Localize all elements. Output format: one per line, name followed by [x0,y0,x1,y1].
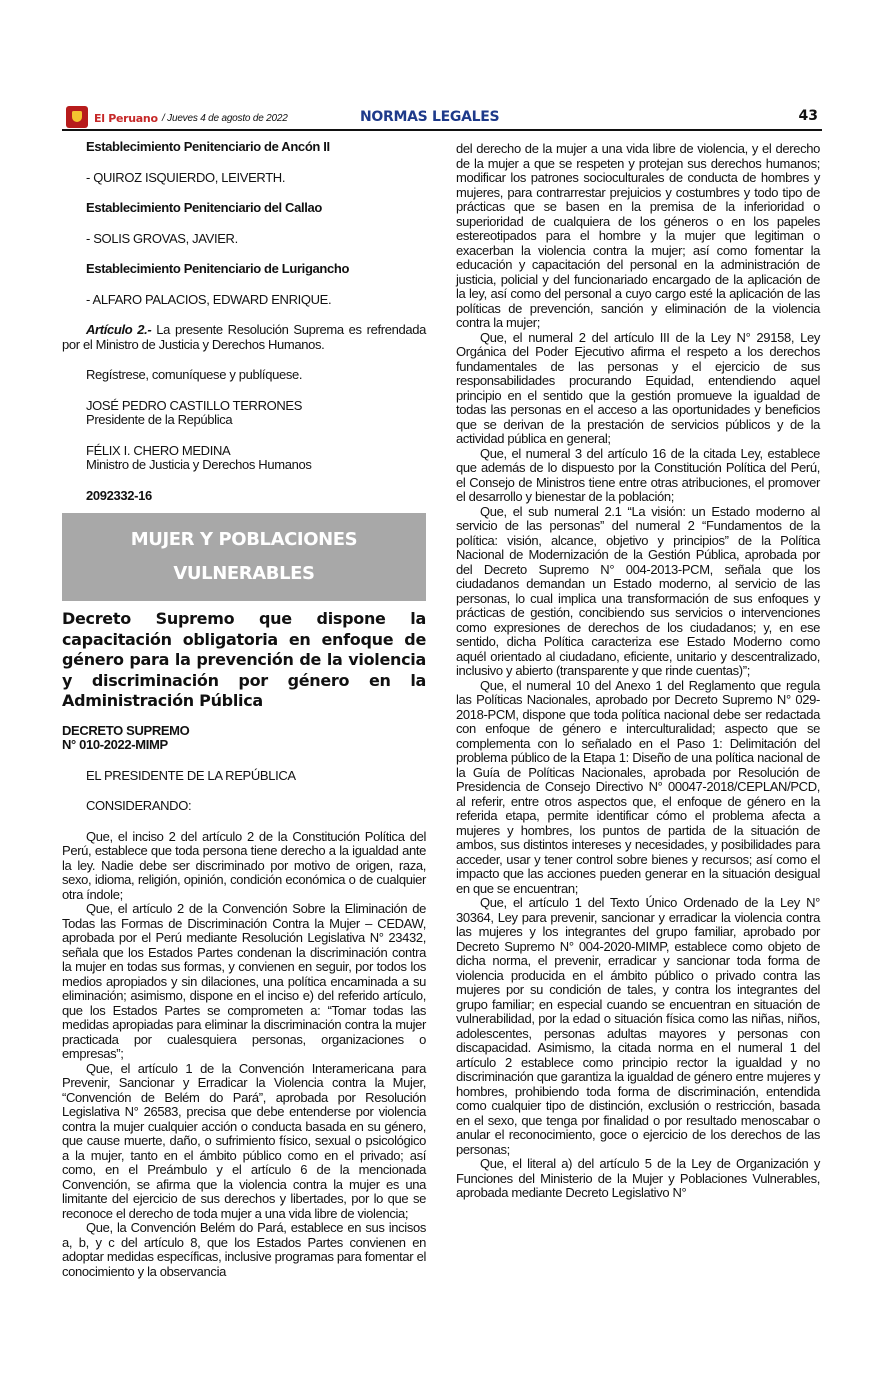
right-column [456,142,820,1201]
inmate-name: - QUIROZ ISQUIERDO, LEIVERTH. [86,169,286,185]
decree-label: DECRETO SUPREMO [62,722,190,738]
establishment-heading: Establecimiento Penitenciario de Lurigancho [86,261,350,276]
left-column [62,140,426,1279]
signatory-title: Presidente de la República [86,412,233,427]
paragraph: Que, el sub numeral 2.1 “La visión: un Estado moderno al servicio de las personas” del numeral 2 “Fundamentos de la política: visión, alcance, objetivo y principios” de la Política Nacional de Modernización de la Gestión Pública, aprobada por del Decreto Supremo N° 004-2013-PCM, señala que los ciudadanos demandan un Estado moderno, al servicio de las personas, lo cual implica una transformación de sus enfoques y prácticas de gestión, concibiendo sus servicios o intervenciones como expresiones de derechos de los ciudadanos; y, en ese sentido, dicha Política caracteriza ese Estado Moderno como aquél orientado al ciudadano, eficiente, unitario y descentralizado, inclusivo y abierto (transparente y que rinde cuentas)”; [456,503,820,678]
article-text: La presente Resolución Suprema es refrendada por el Ministro de Justicia y Derechos Humanos. [62,322,426,352]
section-band-line: VULNERABLES [173,563,315,584]
paragraph: Que, el literal a) del artículo 5 de la Ley de Organización y Funciones del Ministerio de la Mujer y Poblaciones Vulnerables, aprobada mediante Decreto Legislativo N° [456,1156,820,1200]
signatory-name: JOSÉ PEDRO CASTILLO TERRONES [86,397,303,413]
establishment-heading: Establecimiento Penitenciario de Ancón II [86,139,330,154]
paragraph: Que, el artículo 1 de la Convención Interamericana para Prevenir, Sancionar y Erradicar la Violencia contra la Mujer, “Convención de Belém do Pará”, aprobada por Resolución Legislativa N° 26583, precisa que debe entenderse por violencia contra la mujer cualquier acción o conducta basada en su género, que cause muerte, daño, o sufrimiento físico, sexual o psicológico a la mujer, tanto en el ámbito público como en el privado; así como, en el Preámbulo y el artículo 6 de la mencionada Convención, se afirma que la violencia contra la mujer es una limitante del ejercicio de sus derechos y libertades, por lo que se reconoce el derecho de toda mujer a una vida libre de violencia; [62,1060,426,1221]
section-band [62,513,426,601]
paragraph: Que, el numeral 3 del artículo 16 de la citada Ley, establece que además de lo dispuesto por la Constitución Política del Perú, el Consejo de Ministros tiene entre otras atribuciones, el promover el desarrollo y bienestar de la población; [456,445,820,504]
paragraph: Que, el artículo 2 de la Convención Sobre la Eliminación de Todas las Formas de Discriminación Contra la Mujer – CEDAW, aprobada por el Perú mediante Resolución Legislativa N° 23432, señala que los Estados Partes condenan la discriminación contra la mujer en todas sus formas, y convienen en seguir, por todos los medios apropiados y sin dilaciones, una política encaminada a su eliminación; asimismo, dispone en el inciso e) del referido artículo, que los Estados Partes se comprometen a: “Tomar todas las medidas apropiadas para eliminar la discriminación contra la mujer practicada por cualesquiera personas, organizaciones o empresas”; [62,901,426,1061]
paragraph: Que, el inciso 2 del artículo 2 de la Constitución Política del Perú, establece que toda persona tiene derecho a la igualdad ante la ley. Nadie debe ser discriminado por motivo de origen, raza, sexo, idioma, religión, opinión, condición económica o de cualquier otra índole; [62,828,426,902]
page-header [62,104,822,134]
inmate-name: - SOLIS GROVAS, JAVIER. [86,230,238,246]
paragraph: Que, el numeral 10 del Anexo 1 del Reglamento que regula las Políticas Nacionales, aprobado por Decreto Supremo N° 029-2018-PCM, dispone que toda política nacional debe ser redactada con enfoque de género e interculturalidad; aspecto que se complementa con lo señalado en el Paso 1: Delimitación del problema público de la Etapa 1: Diseño de una política nacional de la Guía de Políticas Nacionales, aprobada por Resolución de Presidencia de Consejo Directivo N° 00047-2018/CEPLAN/PCD, al referir, entre otros aspectos que, el enfoque de género en la referida etapa, permite identificar cómo el problema afecta a mujeres y hombres, los puntos de partida de la situación de ambos, sus distintos intereses y necesidades, y posibilidades para acceder, usar y tener control sobre bienes y recursos; así como el impacto que las acciones pueden generar en la situación desigual en que se encuentran; [456,677,820,896]
article-label: Artículo 2.- [86,322,152,337]
signatory-title: Ministro de Justicia y Derechos Humanos [86,457,312,472]
newspaper-name: El Peruano [94,112,158,125]
decree-number: N° 010-2022-MIMP [62,737,168,752]
section-title: NORMAS LEGALES [360,109,500,125]
considering-heading: CONSIDERANDO: [86,798,192,813]
page-number: 43 [798,108,818,124]
closing-formula: Regístrese, comuníquese y publíquese. [86,367,303,382]
section-band-line: MUJER Y POBLACIONES [130,529,358,550]
document-code: 2092332-16 [86,487,152,503]
inmate-name: - ALFARO PALACIOS, EDWARD ENRIQUE. [86,291,332,307]
paragraph: del derecho de la mujer a una vida libre de violencia, y el derecho de la mujer a que se respeten y protejan sus derechos humanos; modificar los patrones socioculturales de conducta de hombres y mujeres, para contrarrestar prejuicios y costumbres y todo tipo de prácticas que se basen en la premisa de la inferioridad o superioridad de cualquiera de los géneros o en los papeles estereotipados para el hombre y la mujer que legitiman o exacerban la violencia contra la mujer; así como fomentar la educación y capacitación del personal en la administración de justicia, policial y del funcionariado encargado de la aplicación de la ley, así como del personal a cuyo cargo esté la aplicación de las políticas de prevención, sanción y eliminación de la violencia contra la mujer; [456,141,820,330]
paragraph: Que, la Convención Belém do Pará, establece en sus incisos a, b, y c del artículo 8, que los Estados Partes convienen en adoptar medidas específicas, inclusive programas para fomentar el conocimiento y la observancia [62,1220,426,1279]
establishment-heading: Establecimiento Penitenciario del Callao [86,200,322,215]
paragraph: Que, el numeral 2 del artículo III de la Ley N° 29158, Ley Orgánica del Poder Ejecutivo afirma el respeto a los derechos fundamentales de las personas y el ejercicio de sus responsabilidades procurando Equidad, entendiendo aquel principio en el sentido que la gestión promueve la igualdad de todas las personas en el acceso a las oportunidades y beneficios que se derivan de la prestación de servicios públicos y de la actividad pública en general; [456,329,820,446]
president-heading: EL PRESIDENTE DE LA REPÚBLICA [86,767,296,783]
header-divider [62,129,822,131]
signatory-name: FÉLIX I. CHERO MEDINA [86,442,231,458]
decree-title: Decreto Supremo que dispone la capacitación obligatoria en enfoque de género para la prevención de la violencia y discriminación por género en la Administración Pública [62,609,426,710]
paragraph: Que, el artículo 1 del Texto Único Ordenado de la Ley N° 30364, Ley para prevenir, sancionar y erradicar la violencia contra las mujeres y los integrantes del grupo familiar, aprobado por Decreto Supremo N° 004-2020-MIMP, establece como objeto de dicha norma, el prevenir, erradicar y sancionar toda forma de violencia producida en el ámbito público o privado contra las mujeres por su condición de tales, y contra los integrantes del grupo familiar; en especial cuando se encuentran en situación de vulnerabilidad, por la edad o situación física como las niñas, niños, adolescentes, personas adultas mayores y personas con discapacidad. Asimismo, la citada norma en el numeral 1 del artículo 2 establece como principio rector la igualdad y no discriminación que garantiza la igualdad de género entre mujeres y hombres, prohibiendo toda forma de discriminación, entendida como cualquier tipo de distinción, exclusión o restricción, basada en el sexo, que tenga por finalidad o por resultado menoscabar o anular el reconocimiento, goce o ejercicio de los derechos de las personas; [456,895,820,1157]
coat-of-arms-icon [66,106,88,128]
article-2 [62,323,426,352]
publication-date: / Jueves 4 de agosto de 2022 [162,113,288,124]
